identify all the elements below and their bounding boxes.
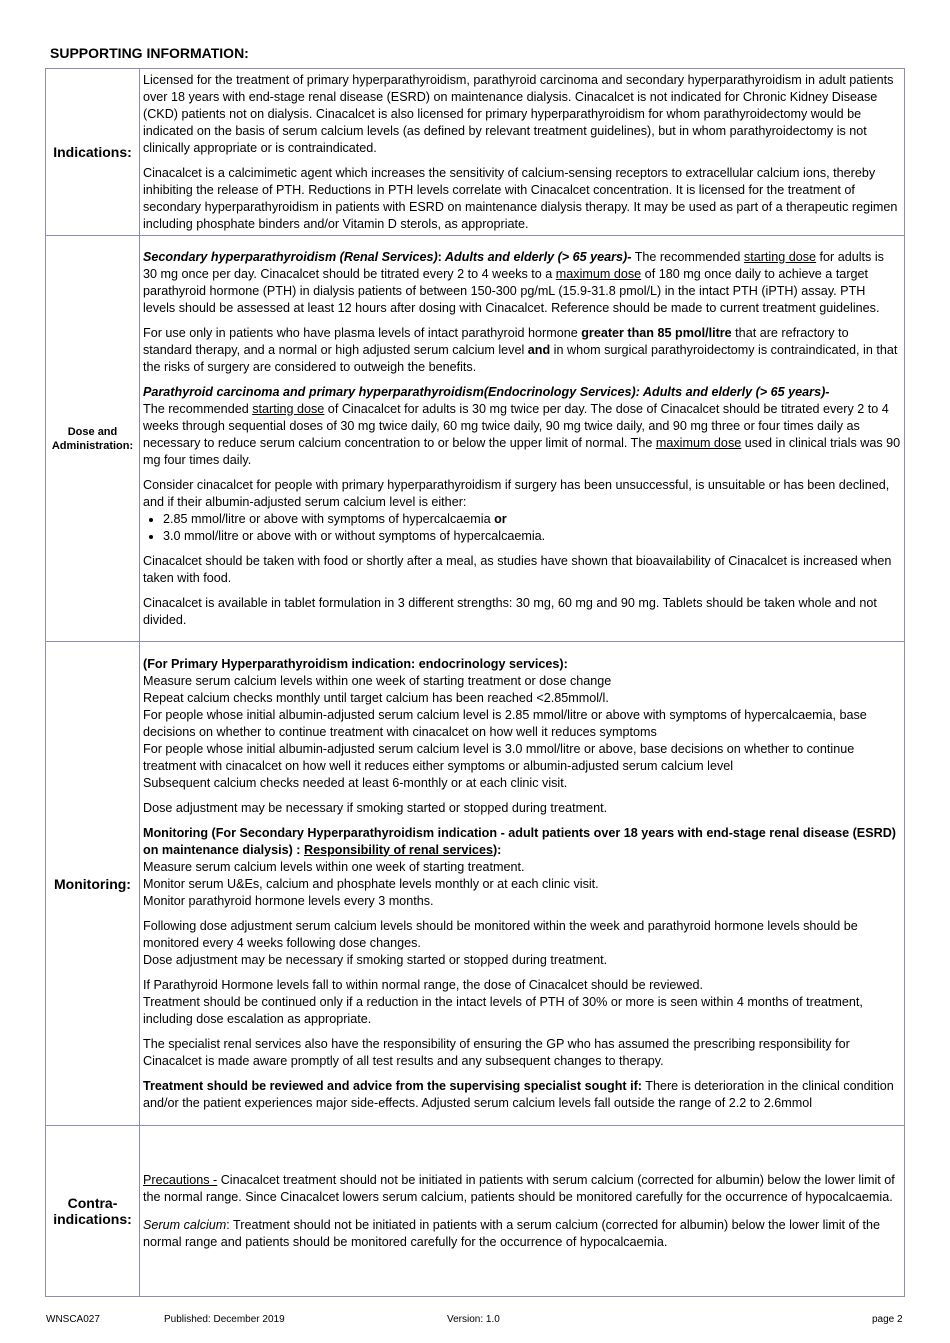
dose-text: For use only in patients who have plasma levels of intact parathyroid hormone [143,325,582,340]
precautions-term: Precautions - [143,1172,218,1187]
indications-paragraph: Licensed for the treatment of primary hyperparathyroidism, parathyroid carcinoma and secondary hyperparathyroidism in adult patients over 18 years with end-stage renal disease (ESRD) on maintenance dialysis. Cinacalcet is not indicated for Chronic Kidney Disease (CKD) patients not on dialysis. Cinacalcet is also licensed for primary hyperparathyroidism for whom parathyroidectomy would be indicated on the basis of serum calcium levels (as defined by relevant treatment guidelines), but in whom parathyroidectomy is not clinically appropriate or is contraindicated. [143,72,894,155]
dose-label-line: Administration: [51,439,134,452]
contra-row [46,1126,905,1297]
dose-text: of Cinacalcet for adults is 30 mg twice per day. The dose of Cinacalcet should be titrated every 2 to 4 weeks through sequential doses of 30 mg twice daily, 60 mg twice daily, 90 mg twice daily, and 90 mg three or four times daily as necessary to reduce serum calcium concentration to or below the upper limit of normal. The [143,401,889,450]
monitoring-text: There is deterioration in the clinical condition and/or the patient experiences major side-effects. Adjusted serum calcium levels fall outside the range of 2.2 to 2.6mmol [143,1078,894,1110]
monitoring-line: Measure serum calcium levels within one week of starting treatment or dose change [143,673,612,688]
monitoring-label: Monitoring: [46,642,140,1126]
monitoring-line: For people whose initial albumin-adjusted serum calcium level is 2.85 mmol/litre or above with symptoms of hypercalcaemia, base decisions on whether to continue treatment with cinacalcet on how well it reduces symptoms [143,707,867,739]
dose-text: The recommended [631,249,744,264]
monitoring-row [46,642,905,1126]
monitoring-line: Repeat calcium checks monthly until target calcium has been reached <2.85mmol/l. [143,690,609,705]
dose-paragraph [143,477,901,511]
serum-calcium-term: Serum calcium [143,1217,227,1232]
list-item-or: or [494,511,507,526]
dose-paragraph [143,249,901,317]
monitoring-line: Monitor parathyroid hormone levels every 3 months. [143,893,434,908]
monitoring-line: If Parathyroid Hormone levels fall to within normal range, the dose of Cinacalcet should be reviewed. [143,977,704,992]
dose-paragraph: Cinacalcet should be taken with food or shortly after a meal, as studies have shown that bioavailability of Cinacalcet is increased when taken with food. [143,553,892,585]
supporting-info-table [45,68,905,1297]
contra-paragraph [143,1172,901,1206]
footer-published: Published: December 2019 [164,1314,285,1325]
indications-paragraph: Cinacalcet is a calcimimetic agent which increases the sensitivity of calcium-sensing receptors to extracellular calcium ions, thereby inhibiting the release of PTH. Reductions in PTH levels correlate with Cinacalcet concentration. It is licensed for the treatment of secondary hyperparathyroidism in patients with ESRD on maintenance dialysis therapy. It may be used as part of a therapeutic regimen including phosphate binders and/or Vitamin D sterols, as appropriate. [143,165,898,231]
monitoring-paragraph [143,825,901,910]
indications-content [140,69,905,236]
contra-label-line: Contra- [67,1195,118,1211]
dose-text: used in clinical trials was 90 mg four times daily. [143,435,901,467]
contra-text: Cinacalcet treatment should not be initiated in patients with serum calcium (corrected for albumin) below the lower limit of the normal range. Since Cinacalcet lowers serum calcium, patients should be monitored carefully for the occurrence of hypocalcaemia. [143,1172,895,1204]
monitoring-line: Monitor serum U&Es, calcium and phosphate levels monthly or at each clinic visit. [143,876,599,891]
monitoring-line: Dose adjustment may be necessary if smoking started or stopped during treatment. [143,952,608,967]
review-heading: Treatment should be reviewed and advice from the supervising specialist sought if: [143,1078,642,1093]
dose-paragraph: Cinacalcet is available in tablet formulation in 3 different strengths: 30 mg, 60 mg and 90 mg. Tablets should be taken whole and not divided. [143,595,877,627]
monitoring-paragraph: Dose adjustment may be necessary if smoking started or stopped during treatment. [143,800,608,815]
dose-content [140,236,905,642]
dose-paragraph [143,384,901,469]
calcium-criteria-list [143,511,901,545]
list-item-text: 2.85 mmol/litre or above with symptoms of hypercalcaemia [163,511,495,526]
list-item: • 3.0 mmol/litre or above with or without symptoms of hypercalcaemia. [163,528,901,545]
monitoring-content [140,642,905,1126]
footer-code: WNSCA027 [46,1314,100,1325]
indications-row [46,69,905,236]
monitoring-paragraph [143,656,901,792]
dose-label [46,236,140,642]
footer-version: Version: 1.0 [447,1314,500,1325]
contra-label [46,1126,140,1297]
monitoring-line: Following dose adjustment serum calcium levels should be monitored within the week and parathyroid hormone levels should be monitored every 4 weeks following dose changes. [143,918,858,950]
monitoring-paragraph [143,1078,901,1112]
monitoring-heading-end: ): [492,842,502,857]
dose-text: that are refractory to standard therapy, and a normal or high adjusted serum calcium level [143,325,849,357]
indications-label: Indications: [46,69,140,236]
starting-dose-term: starting dose [252,401,325,416]
dose-heading: Parathyroid carcinoma and primary hyperparathyroidism(Endocrinology Services): Adults and elderly (> 65 years)- [143,384,830,399]
monitoring-heading: Monitoring (For Secondary Hyperparathyroidism indication - adult patients over 18 years with end-stage renal disease (ESRD) on maintenance dialysis) : [143,825,896,857]
dose-text: for adults is 30 mg once per day. Cinacalcet should be titrated every 2 to 4 weeks to a [143,249,884,281]
maximum-dose-term: maximum dose [555,266,642,281]
monitoring-paragraph [143,977,901,1028]
dose-heading-age: Adults and elderly (> 65 years)- [441,249,632,264]
list-item [163,511,901,528]
starting-dose-term: starting dose [743,249,817,264]
dose-heading-colon: : [437,249,442,264]
dose-text: in whom surgical parathyroidectomy is contraindicated, in that the risks of surgery are considered to outweigh the benefits. [143,342,898,374]
maximum-dose-term: maximum dose [655,435,742,450]
section-heading: SUPPORTING INFORMATION: [50,45,249,61]
monitoring-line: For people whose initial albumin-adjusted serum calcium level is 3.0 mmol/litre or above, base decisions on whether to continue treatment with cinacalcet on how well it reduces either symptoms or albumin-adjusted serum calcium level [143,741,855,773]
dose-text: Consider cinacalcet for people with primary hyperparathyroidism if surgery has been unsuccessful, is unsuitable or has been declined, and if their albumin-adjusted serum calcium level is either: [143,477,890,509]
renal-responsibility: Responsibility of renal services [303,842,493,857]
dose-emphasis: greater than 85 pmol/litre [581,325,732,340]
dose-text: of 180 mg once daily to achieve a target parathyroid hormone (PTH) in dialysis patients of between 150-300 pg/mL (15.9-31.8 pmol/L) in the intact PTH (iPTH) assay. PTH levels should be assessed at least 12 hours after dosing with Cinacalcet. Reference should be made to current treatment guidelines. [143,266,880,315]
dose-row [46,236,905,642]
dose-text: The recommended [143,401,253,416]
monitoring-paragraph: The specialist renal services also have the responsibility of ensuring the GP who has assumed the prescribing responsibility for Cinacalcet is made aware promptly of all test results and any subsequent changes to therapy. [143,1036,850,1068]
dose-paragraph [143,325,901,376]
dose-label-line: Dose and [67,425,118,438]
contra-content [140,1126,905,1297]
monitoring-line: Measure serum calcium levels within one week of starting treatment. [143,859,525,874]
dose-emphasis: and [527,342,551,357]
monitoring-line: Subsequent calcium checks needed at least 6-monthly or at each clinic visit. [143,775,568,790]
dose-heading: Secondary hyperparathyroidism (Renal Services) [143,249,438,264]
monitoring-line: Treatment should be continued only if a reduction in the intact levels of PTH of 30% or more is seen within 4 months of treatment, including dose escalation as appropriate. [143,994,863,1026]
footer-page: page 2 [872,1314,903,1325]
monitoring-paragraph [143,918,901,969]
monitoring-heading: (For Primary Hyperparathyroidism indication: endocrinology services): [143,656,568,671]
contra-label-line: indications: [53,1211,132,1227]
contra-text: : Treatment should not be initiated in patients with a serum calcium (corrected for albumin) below the lower limit of the normal range and patients should be monitored carefully for the occurrence of hypocalcaemia. [143,1217,881,1249]
contra-paragraph [143,1217,901,1251]
